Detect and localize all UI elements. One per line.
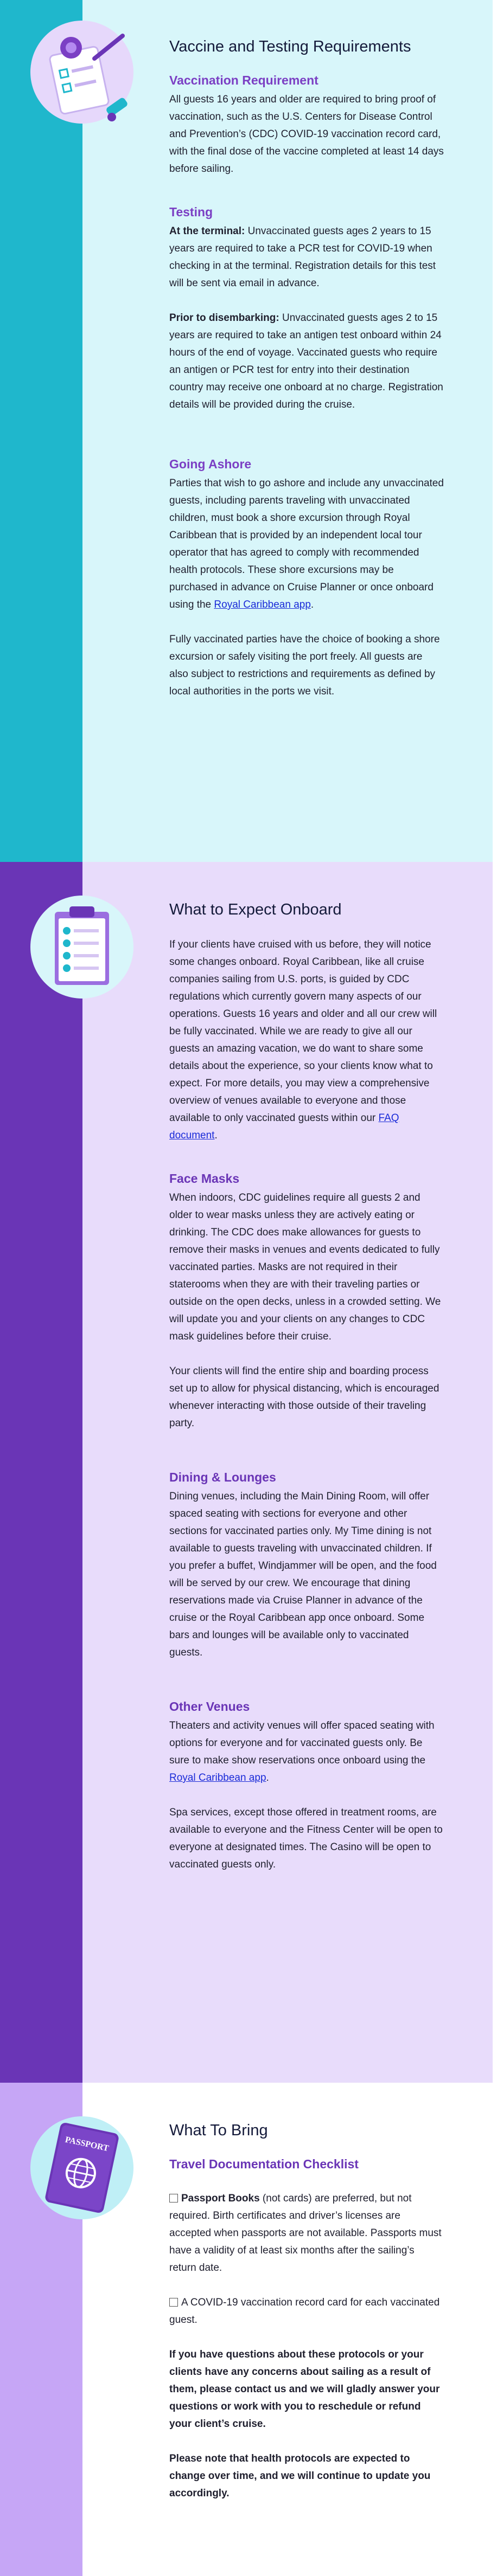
venues-body-end: . [266, 1772, 269, 1783]
onboard-title: What to Expect Onboard [169, 901, 342, 918]
checklist-checkbox[interactable] [169, 2298, 178, 2307]
bring-title: What To Bring [169, 2122, 268, 2139]
ashore-body-2: Fully vaccinated parties have the choice of booking a shore excursion or safely visiting the port freely. All guests are also subject to restrictions and requirements as defined by local authorities in the ports we visit. [169, 634, 440, 697]
venues-paragraph [169, 1717, 444, 1787]
vaccine-title: Vaccine and Testing Requirements [169, 38, 411, 55]
royal-caribbean-app-link[interactable]: Royal Caribbean app [214, 599, 311, 610]
dining-heading: Dining & Lounges [169, 1470, 276, 1484]
testing-disembark-paragraph [169, 310, 444, 414]
testing-disembark-label: Prior to disembarking: [169, 312, 279, 324]
testing-disembark-body: Unvaccinated guests ages 2 to 15 years are required to take an antigen test onboard within 24 hours of the end of voyage. Vaccinated guests who require an antigen or PCR test for entry into their destination country may receive one onboard at no charge. Registration details will be provided during the cruise. [169, 312, 443, 410]
testing-terminal-label: At the terminal: [169, 226, 245, 237]
bring-section [0, 2083, 497, 2576]
masks-body: When indoors, CDC guidelines require all guests 2 and older to wear masks unless they are actively eating or drinking. The CDC does make allowances for guests to remove their masks in venues and events dedicated to fully vaccinated parties. Masks are not required in their staterooms when they are with their traveling parties or outside on the open decks, unless in a crowded setting. We will update you and your clients on any changes to CDC mask guidelines before their cruise. [169, 1192, 441, 1342]
bring-content [169, 2122, 444, 2502]
ashore-body-end: . [310, 599, 314, 610]
venues-heading: Other Venues [169, 1699, 250, 1714]
onboard-intro-end: . [214, 1130, 218, 1141]
checklist-item-vaccine-card-body: A COVID-19 vaccination record card for each vaccinated guest. [169, 2297, 440, 2326]
passport-word: PASSPORT [64, 2135, 110, 2154]
ashore-body: Parties that wish to go ashore and include any unvaccinated guests, including parents traveling with unvaccinated children, must book a shore excursion through Royal Caribbean that is provided by an independent local tour operator that has agreed to comply with recommended health protocols. These shore excursions may be purchased in advance on Cruise Planner or once onboard using the [169, 478, 444, 610]
clipboard-checklist-icon [30, 896, 133, 999]
royal-caribbean-app-link[interactable]: Royal Caribbean app [169, 1772, 266, 1783]
ashore-heading: Going Ashore [169, 457, 252, 471]
onboard-content [169, 901, 444, 1873]
ashore-paragraph [169, 475, 444, 614]
venues-body: Theaters and activity venues will offer spaced seating with options for everyone and for vaccinated guests only. Be sure to make show reservations once onboard using the [169, 1720, 435, 1766]
faq-document-link[interactable]: FAQ document [169, 1112, 399, 1141]
vaccine-syringe-icon [30, 21, 133, 124]
checklist-heading: Travel Documentation Checklist [169, 2157, 359, 2171]
onboard-band [0, 862, 82, 2083]
protocols-note: Please note that health protocols are expected to change over time, and we will continue to update you accordingly. [169, 2453, 431, 2499]
vaccine-band-accent [0, 0, 82, 862]
testing-terminal-body: Unvaccinated guests ages 2 years to 15 years are required to take a PCR test for COVID-19 when checking in at the terminal. Registration details for this test will be sent via email in advance. [169, 226, 436, 289]
onboard-intro: If your clients have cruised with us before, they will notice some changes onboard. Royal Caribbean, like all cruise companies sailing from U.S. ports, is guided by CDC regulations which currently govern many aspects of our operations. Guests 16 years and older and all our crew will be fully vaccinated. While we are ready to give all our guests an amazing vacation, we do want to share some details about the experience, so your clients know what to expect. For more details, you may view a comprehensive overview of venues available to everyone and those available to only vaccinated guests within our [169, 939, 437, 1124]
checklist-checkbox[interactable] [169, 2194, 178, 2203]
passport-icon [30, 2116, 133, 2219]
masks-body-2: Your clients will find the entire ship and boarding process set up to allow for physical distancing, which is encouraged whenever interacting with those outside of their traveling party. [169, 1366, 439, 1429]
dining-body: Dining venues, including the Main Dining Room, will offer spaced seating with sections for everyone and other sections for vaccinated parties only. My Time dining is not available to guests traveling with unvaccinated children. If you prefer a buffet, Windjammer will be open, and the food will be served by our crew. We encourage that dining reservations made via Cruise Planner in advance of the cruise or the Royal Caribbean app once onboard. Some bars and lounges will be available only to vaccinated guests. [169, 1491, 437, 1658]
testing-terminal-paragraph [169, 223, 444, 292]
vaccine-section [0, 0, 497, 862]
checklist-item-vaccine-card [169, 2294, 444, 2329]
vaccine-content [169, 38, 444, 700]
onboard-section [0, 862, 497, 2083]
checklist-item-passport-label: Passport Books [181, 2193, 260, 2204]
questions-paragraph: If you have questions about these protocols or your clients have any concerns about sailing as a result of them, please contact us and we will gladly answer your questions or work with you to reschedule or refund your client’s cruise. [169, 2349, 440, 2430]
vaccination-heading: Vaccination Requirement [169, 73, 318, 87]
vaccination-body: All guests 16 years and older are required to bring proof of vaccination, such as the U.S. Centers for Disease Control and Prevention’s (CDC) COVID-19 vaccination record card, with the final dose of the vaccine completed at least 14 days before sailing. [169, 94, 444, 175]
masks-heading: Face Masks [169, 1171, 240, 1186]
onboard-intro-paragraph [169, 936, 444, 1144]
testing-heading: Testing [169, 205, 213, 219]
venues-body-2: Spa services, except those offered in treatment rooms, are available to everyone and the Fitness Center will be open to everyone at designated times. The Casino will be open to vaccinated guests only. [169, 1807, 443, 1870]
checklist-item-passport [169, 2190, 444, 2277]
checklist-item-passport-body: (not cards) are preferred, but not required. Birth certificates and driver’s licenses are accepted when passports are not available. Passports must have a validity of at least six months after the sailing’s return date. [169, 2193, 442, 2274]
